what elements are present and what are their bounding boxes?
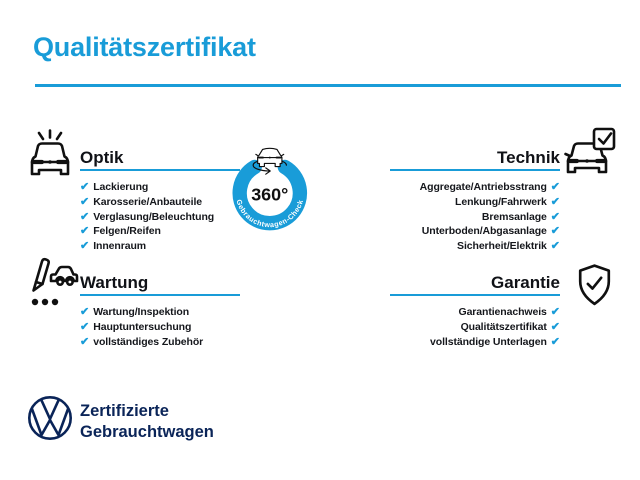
checklist-item-label: vollständiges Zubehör <box>93 335 204 348</box>
checklist-item <box>390 320 560 335</box>
section-divider <box>80 294 240 296</box>
checklist-item <box>80 210 240 225</box>
shield-check-icon <box>570 262 619 311</box>
title-divider <box>35 84 621 87</box>
checklist-item-label: Garantienachweis <box>458 306 547 319</box>
check-icon: ✔ <box>80 181 90 194</box>
section-optik <box>80 147 240 253</box>
check-icon: ✔ <box>550 210 560 223</box>
checklist-item <box>390 305 560 320</box>
checklist-item <box>80 320 240 335</box>
checklist-item-label: Sicherheit/Elektrik <box>457 239 547 252</box>
check-icon: ✔ <box>80 335 90 348</box>
checklist-item <box>80 180 240 195</box>
section-title: Garantie <box>491 273 560 292</box>
checklist <box>390 180 560 253</box>
checklist-item-label: Unterboden/Abgasanlage <box>421 225 547 238</box>
section-garantie <box>390 272 560 349</box>
ring-label: Gebrauchtwagen-Check <box>234 198 306 230</box>
section-title: Wartung <box>80 273 149 292</box>
section-title: Technik <box>497 148 560 167</box>
checklist-item <box>390 195 560 210</box>
footer-line1: Zertifizierte <box>80 402 169 420</box>
checklist-item-label: Hauptuntersuchung <box>93 320 192 333</box>
car-front-headlights-icon <box>24 128 76 180</box>
checklist-item <box>390 335 560 350</box>
checklist-item-label: Felgen/Reifen <box>93 225 161 238</box>
checklist-item-label: Aggregate/Antriebsstrang <box>419 181 547 194</box>
checklist-item-label: Qualitätszertifikat <box>460 320 547 333</box>
section-title: Optik <box>80 148 124 167</box>
checklist-item <box>80 305 240 320</box>
checklist <box>390 305 560 349</box>
check-icon: ✔ <box>550 335 560 348</box>
checklist-item-label: Bremsanlage <box>481 210 547 223</box>
check-icon: ✔ <box>80 306 90 319</box>
checklist-item <box>80 335 240 350</box>
section-divider <box>80 169 240 171</box>
gebrauchtwagen-check-medallion <box>228 103 414 315</box>
checklist <box>80 180 240 253</box>
checklist-item <box>80 239 240 254</box>
degrees-label: 360° <box>251 184 289 205</box>
check-icon: ✔ <box>550 239 560 252</box>
check-icon: ✔ <box>550 181 560 194</box>
check-icon: ✔ <box>80 210 90 223</box>
section-divider <box>390 169 560 171</box>
checklist-item <box>390 224 560 239</box>
checklist-item-label: Wartung/Inspektion <box>93 306 190 319</box>
vw-logo <box>26 394 74 442</box>
checklist-item <box>390 180 560 195</box>
footer-brand-text <box>80 401 214 442</box>
checklist-item <box>390 210 560 225</box>
page-title: Qualitätszertifikat <box>33 32 256 62</box>
checklist-item-label: Innenraum <box>93 239 146 252</box>
checklist-item <box>80 195 240 210</box>
pencil-car-checklist-icon <box>23 255 79 311</box>
check-icon: ✔ <box>550 320 560 333</box>
car-checkbox-icon <box>564 127 618 179</box>
section-wartung <box>80 272 240 349</box>
section-divider <box>390 294 560 296</box>
check-icon: ✔ <box>80 225 90 238</box>
checklist-item-label: vollständige Unterlagen <box>430 335 547 348</box>
checklist <box>80 305 240 349</box>
section-technik <box>390 147 560 253</box>
check-icon: ✔ <box>550 225 560 238</box>
checklist-item-label: Karosserie/Anbauteile <box>93 195 202 208</box>
check-icon: ✔ <box>80 239 90 252</box>
checklist-item <box>80 224 240 239</box>
check-icon: ✔ <box>80 320 90 333</box>
checklist-item <box>390 239 560 254</box>
check-icon: ✔ <box>550 306 560 319</box>
check-icon: ✔ <box>80 195 90 208</box>
check-icon: ✔ <box>550 195 560 208</box>
checklist-item-label: Verglasung/Beleuchtung <box>93 210 215 223</box>
checklist-item-label: Lenkung/Fahrwerk <box>455 195 547 208</box>
checklist-item-label: Lackierung <box>93 181 149 194</box>
footer-line2: Gebrauchtwagen <box>80 422 214 441</box>
